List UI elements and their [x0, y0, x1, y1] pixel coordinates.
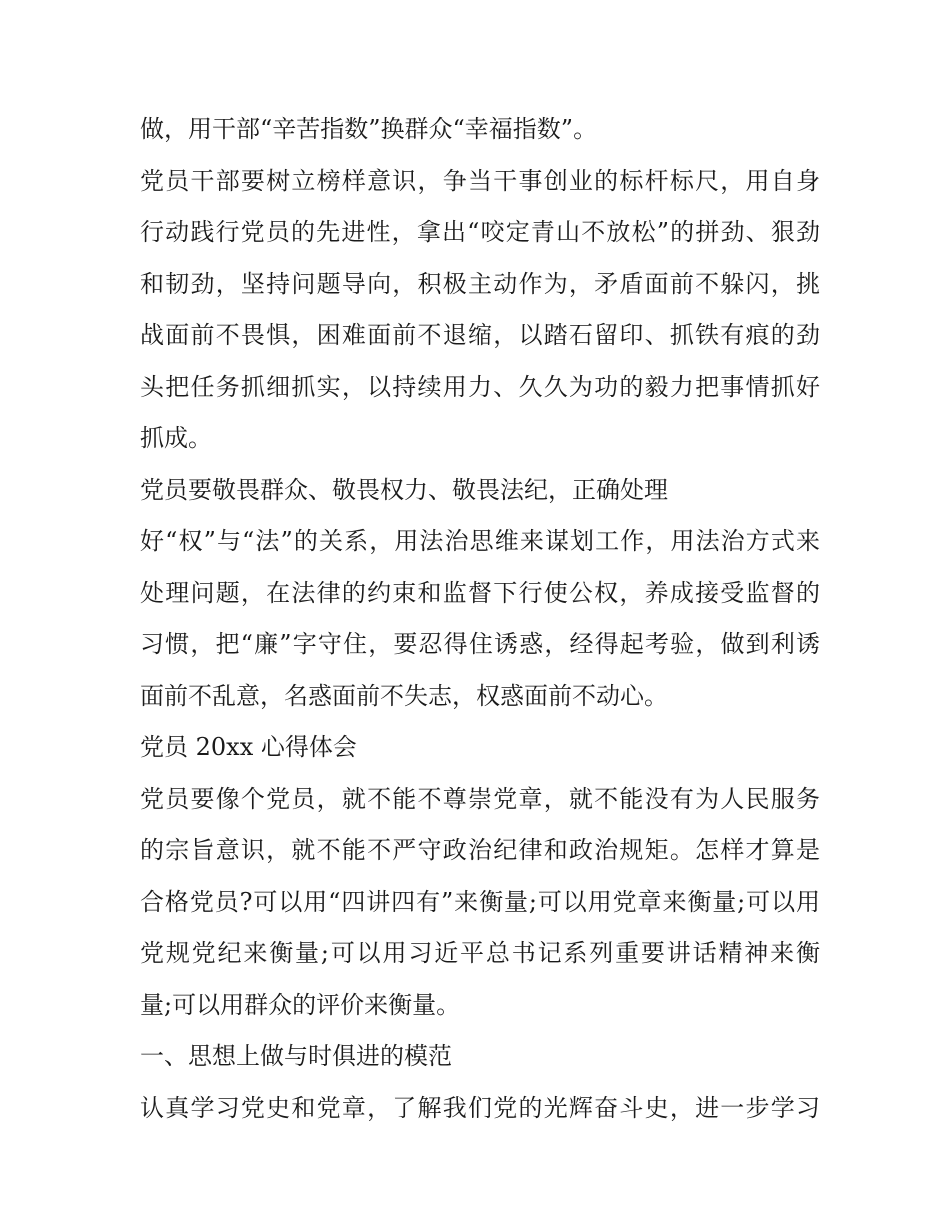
text-line: 好“权”与“法”的关系，用法治思维来谋划工作，用法治方式来 [140, 527, 820, 555]
text-line: 抓成。 [140, 424, 212, 452]
text-line: 和韧劲，坚持问题导向，积极主动作为，矛盾面前不躲闪，挑 [140, 269, 820, 298]
text-line: 党员要像个党员，就不能不尊崇党章，就不能没有为人民服务 [140, 784, 820, 813]
text-line: 面前不乱意，名惑面前不失志，权惑面前不动心。 [140, 681, 668, 710]
section-heading: 一、思想上做与时俱进的模范 [140, 1042, 452, 1070]
text-line: 处理问题，在法律的约束和监督下行使公权，养成接受监督的 [140, 578, 820, 607]
text-line: 党员干部要树立榜样意识，争当干事创业的标杆标尺，用自身 [140, 166, 820, 195]
text-line: 量;可以用群众的评价来衡量。 [140, 990, 461, 1019]
text-line: 党规党纪来衡量;可以用习近平总书记系列重要讲话精神来衡 [140, 939, 820, 967]
text-line: 党员要敬畏群众、敬畏权力、敬畏法纪，正确处理 [140, 475, 668, 504]
text-line: 合格党员?可以用“四讲四有”来衡量;可以用党章来衡量;可以用 [140, 887, 820, 916]
text-line: 认真学习党史和党章，了解我们党的光辉奋斗史，进一步学习 [140, 1093, 820, 1122]
document-body [140, 108, 820, 1138]
text-line: 习惯，把“廉”字守住，要忍得住诱惑，经得起考验，做到利诱 [140, 630, 820, 658]
text-line: 头把任务抓细抓实，以持续用力、久久为功的毅力把事情抓好 [140, 372, 820, 401]
text-line: 的宗旨意识，就不能不严守政治纪律和政治规矩。怎样才算是 [140, 836, 820, 864]
text-line: 行动践行党员的先进性，拿出“咬定青山不放松”的拼劲、狠劲 [140, 218, 820, 246]
text-line: 做，用干部“辛苦指数”换群众“幸福指数”。 [140, 115, 598, 143]
section-heading: 党员 20xx 心得体会 [140, 733, 357, 761]
text-line: 战面前不畏惧，困难面前不退缩，以踏石留印、抓铁有痕的劲 [140, 321, 820, 349]
